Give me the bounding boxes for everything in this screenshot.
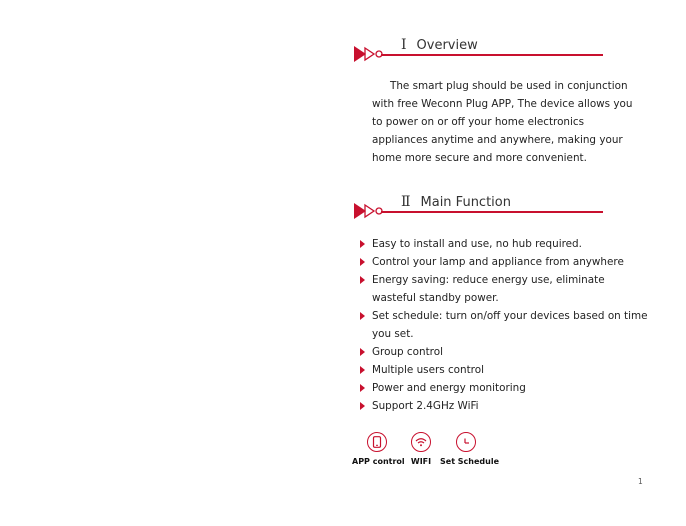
overview-paragraph (372, 77, 642, 167)
section-title-text: Main Function (420, 195, 511, 210)
icon-label: Set Schedule (440, 457, 500, 466)
phone-icon (367, 432, 387, 452)
wifi-icon (411, 432, 431, 452)
list-item-text: Set schedule: turn on/off your devices based on time you set. (372, 310, 648, 340)
section-heading-main-function (353, 194, 603, 221)
overview-text: The smart plug should be used in conjunction with free Weconn Plug APP, The device allows you to power on or off your home electronics appliances anytime and anywhere, making your home more secure and more convenient. (372, 80, 633, 164)
clock-icon (456, 432, 476, 452)
icon-app-control (352, 432, 405, 466)
feature-icons (352, 432, 502, 472)
list-item-text: Group control (372, 346, 443, 358)
list-item (358, 271, 648, 307)
bullet-icon (360, 258, 365, 266)
icon-label: APP control (352, 457, 405, 466)
heading-rule (381, 211, 603, 213)
list-item (358, 361, 648, 379)
list-item (358, 253, 648, 271)
bullet-icon (360, 366, 365, 374)
section-title-text: Overview (416, 38, 478, 53)
list-item-text: Support 2.4GHz WiFi (372, 400, 479, 412)
heading-rule (381, 54, 603, 56)
bullet-icon (360, 312, 365, 320)
list-item-text: Control your lamp and appliance from anywhere (372, 256, 624, 268)
list-item (358, 235, 648, 253)
list-item (358, 307, 648, 343)
list-item-text: Easy to install and use, no hub required. (372, 238, 582, 250)
icon-set-schedule (440, 432, 500, 466)
section-title (397, 194, 517, 210)
bullet-icon (360, 276, 365, 284)
section-numeral: Ⅱ (401, 194, 411, 210)
bullet-icon (360, 402, 365, 410)
bullet-icon (360, 240, 365, 248)
list-item-text: Multiple users control (372, 364, 484, 376)
list-item (358, 397, 648, 415)
icon-wifi (404, 432, 438, 466)
list-item (358, 343, 648, 361)
bullet-icon (360, 384, 365, 392)
page-number: 1 (638, 477, 643, 486)
section-title (397, 37, 484, 53)
list-item-text: Power and energy monitoring (372, 382, 526, 394)
section-heading-overview (353, 37, 603, 64)
list-item (358, 379, 648, 397)
section-numeral: Ⅰ (401, 37, 407, 53)
bullet-icon (360, 348, 365, 356)
icon-label: WIFI (410, 457, 432, 466)
list-item-text: Energy saving: reduce energy use, eliminate wasteful standby power. (372, 274, 605, 304)
feature-list (358, 235, 648, 415)
